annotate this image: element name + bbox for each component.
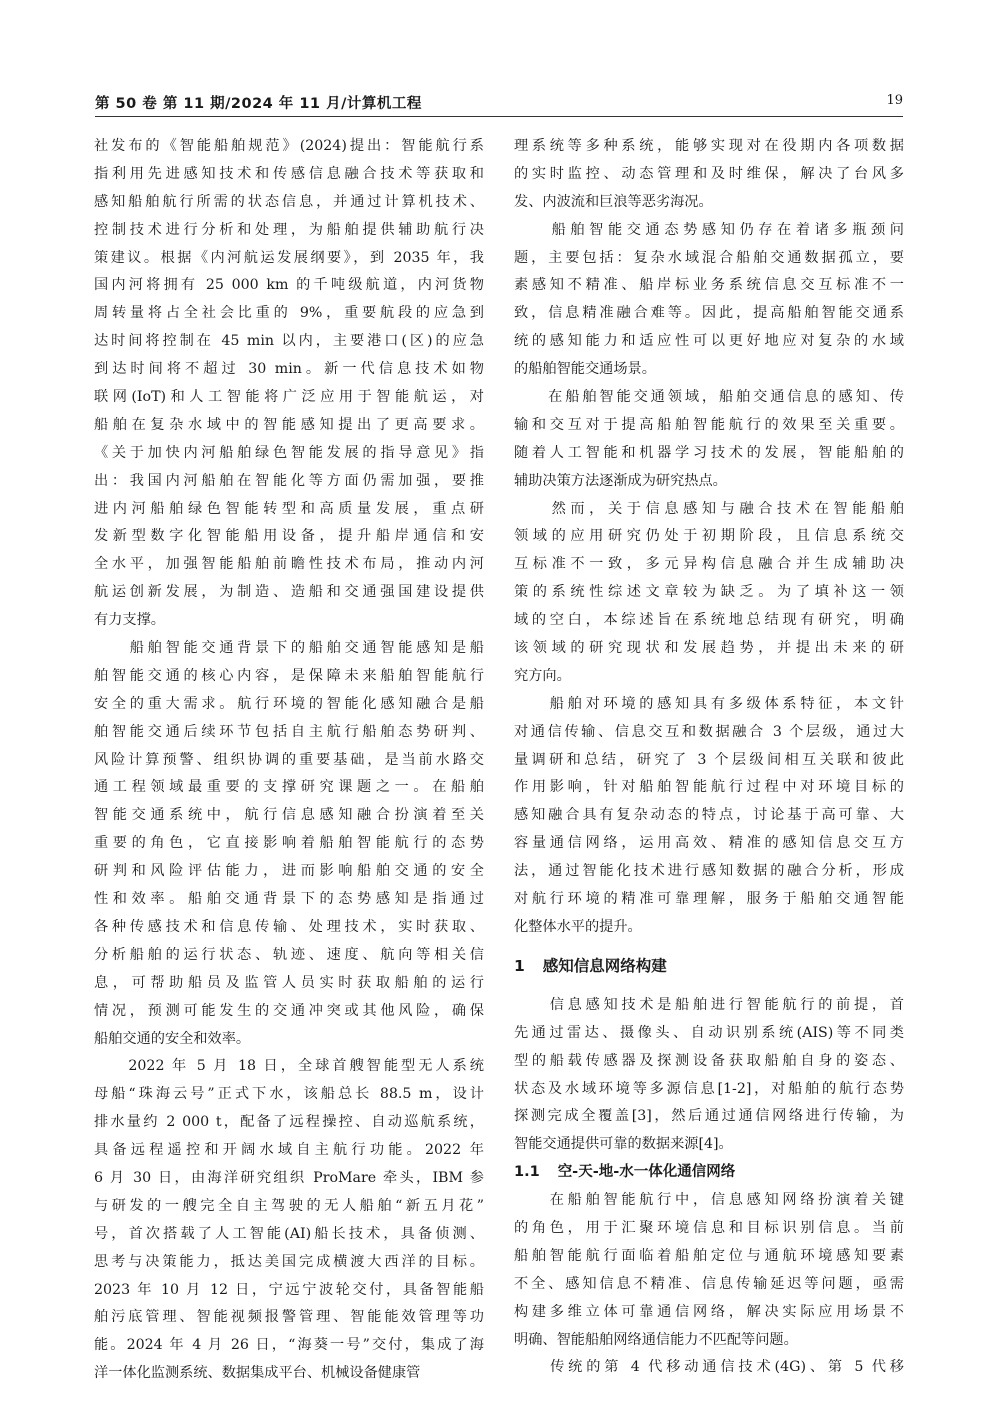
text-line: 感知船舶航行所需的状态信息，并通过计算机技术、 bbox=[94, 193, 484, 210]
text-line: 感知融合具有复杂动态的特点，讨论基于高可靠、大 bbox=[514, 807, 904, 824]
text-line: 对通信传输、信息交互和数据融合 3 个层级，通过大 bbox=[514, 723, 904, 740]
left-column bbox=[94, 133, 484, 1388]
text-line: 先通过雷达、摄像头、自动识别系统(AIS)等不同类 bbox=[514, 1024, 904, 1041]
section-1-1-number: 1.1 bbox=[514, 1164, 540, 1181]
text-line: 进内河船舶绿色智能转型和高质量发展，重点研 bbox=[94, 500, 484, 517]
text-line: 性和效率。船舶交通背景下的态势感知是指通过 bbox=[94, 891, 484, 908]
text-line: 领域的应用研究仍处于初期阶段，且信息系统交 bbox=[514, 528, 904, 545]
text-line: 明确、智能船舶网络通信能力不匹配等问题。 bbox=[514, 1331, 798, 1348]
text-line: 2023 年 10 月 12 日，宁远宁波轮交付，具备智能船 bbox=[94, 1281, 484, 1298]
right-text-block-1 bbox=[514, 133, 904, 942]
right-text-block-3 bbox=[514, 1187, 904, 1382]
text-line: 在船舶智能航行中，信息感知网络扮演着关键 bbox=[514, 1192, 904, 1209]
text-line: 分析船舶的运行状态、轨迹、速度、航向等相关信 bbox=[94, 946, 484, 963]
text-line: 究方向。 bbox=[514, 667, 571, 684]
text-line: 洋一体化监测系统、数据集成平台、机械设备健康管 bbox=[94, 1365, 421, 1382]
text-line: 周转量将占全社会比重的 9%，重要航段的应急到 bbox=[94, 305, 484, 322]
text-line: 《关于加快内河船舶绿色智能发展的指导意见》指 bbox=[94, 444, 484, 461]
text-line: 在船舶智能交通领域，船舶交通信息的感知、传 bbox=[514, 389, 904, 406]
text-line: 的船舶智能交通场景。 bbox=[514, 361, 656, 378]
text-line: 素感知不精准、船岸标业务系统信息交互标准不一 bbox=[514, 277, 904, 294]
text-line: 策的系统性综述文章较为缺乏。为了填补这一领 bbox=[514, 584, 904, 601]
text-line: 法，通过智能化技术进行感知数据的融合分析，形成 bbox=[514, 863, 904, 880]
text-line: 到达时间将不超过 30 min。新一代信息技术如物 bbox=[94, 361, 484, 378]
text-line: 化整体水平的提升。 bbox=[514, 918, 642, 935]
section-1-number: 1 bbox=[514, 956, 525, 975]
text-line: 号，首次搭载了人工智能(AI)船长技术，具备侦测、 bbox=[94, 1225, 484, 1242]
text-line: 发、内波流和巨浪等恶劣海况。 bbox=[514, 193, 713, 210]
text-line: 控制技术进行分析和处理，为船舶提供辅助航行决 bbox=[94, 221, 484, 238]
text-line: 智能交通提供可靠的数据来源[4]。 bbox=[514, 1136, 733, 1153]
text-line: 信息感知技术是船舶进行智能航行的前提，首 bbox=[514, 996, 904, 1013]
text-line: 舶智能交通后续环节包括自主航行船舶态势研判、 bbox=[94, 723, 484, 740]
text-line: 指利用先进感知技术和传感信息融合技术等获取和 bbox=[94, 165, 484, 182]
text-line: 题，主要包括：复杂水域混合船舶交通数据孤立，要 bbox=[514, 249, 904, 266]
text-line: 舶智能交通的核心内容，是保障未来船舶智能航行 bbox=[94, 667, 484, 684]
section-1-heading bbox=[514, 942, 904, 992]
text-line: 息，可帮助船员及监管人员实时获取船舶的运行 bbox=[94, 974, 484, 991]
text-line: 传统的第 4 代移动通信技术(4G)、第 5 代移 bbox=[514, 1359, 904, 1376]
text-line: 全水平，加强智能船舶前瞻性技术布局，推动内河 bbox=[94, 556, 484, 573]
text-line: 作用影响，针对船舶智能航行过程中对环境目标的 bbox=[514, 779, 904, 796]
text-line: 出：我国内河船舶在智能化等方面仍需加强，要推 bbox=[94, 472, 484, 489]
text-line: 社发布的《智能船舶规范》(2024)提出：智能航行系 bbox=[94, 138, 484, 154]
text-line: 量调研和总结，研究了 3 个层级间相互关联和彼此 bbox=[514, 751, 904, 768]
text-line: 探测完成全覆盖[3]，然后通过通信网络进行传输，为 bbox=[514, 1108, 904, 1125]
text-line: 安全的重大需求。航行环境的智能化感知融合是船 bbox=[94, 695, 484, 712]
text-line: 智能交通系统中，航行信息感知融合扮演着至关 bbox=[94, 807, 484, 824]
section-1-title: 感知信息网络构建 bbox=[542, 956, 667, 975]
text-line: 2022 年 5 月 18 日，全球首艘智能型无人系统 bbox=[94, 1058, 484, 1075]
running-header bbox=[95, 92, 903, 117]
text-line: 对航行环境的精准可靠理解，服务于船舶交通智能 bbox=[514, 891, 904, 908]
text-line: 构建多维立体可靠通信网络，解决实际应用场景不 bbox=[514, 1303, 904, 1320]
text-line: 辅助决策方法逐渐成为研究热点。 bbox=[514, 472, 727, 489]
text-line: 排水量约 2 000 t，配备了远程操控、自动巡航系统， bbox=[94, 1114, 484, 1131]
text-line: 舶污底管理、智能视频报警管理、智能能效管理等功 bbox=[94, 1309, 484, 1326]
text-line: 母船“珠海云号”正式下水，该船总长 88.5 m，设计 bbox=[94, 1086, 484, 1103]
text-line: 联网(IoT)和人工智能将广泛应用于智能航运，对 bbox=[94, 389, 484, 406]
right-text-block-2 bbox=[514, 992, 904, 1159]
section-1-1-title: 空-天-地-水一体化通信网络 bbox=[557, 1164, 736, 1181]
text-line: 然而，关于信息感知与融合技术在智能船舶 bbox=[514, 500, 904, 517]
text-line: 通工程领域最重要的支撑研究课题之一。在船舶 bbox=[94, 779, 484, 796]
text-line: 不全、感知信息不精准、信息传输延迟等问题，亟需 bbox=[514, 1275, 904, 1292]
text-line: 随着人工智能和机器学习技术的发展，智能船舶的 bbox=[514, 444, 904, 461]
text-line: 风险计算预警、组织协调的重要基础，是当前水路交 bbox=[94, 751, 484, 768]
text-line: 船舶交通的安全和效率。 bbox=[94, 1030, 251, 1047]
text-line: 状态及水域环境等多源信息[1-2]，对船舶的航行态势 bbox=[514, 1080, 904, 1097]
text-line: 该领域的研究现状和发展趋势，并提出未来的研 bbox=[514, 640, 904, 657]
text-line: 情况，预测可能发生的交通冲突或其他风险，确保 bbox=[94, 1002, 484, 1019]
text-line: 理系统等多种系统，能够实现对在役期内各项数据 bbox=[514, 138, 904, 154]
text-line: 船舶对环境的感知具有多级体系特征，本文针 bbox=[514, 695, 904, 712]
text-line: 6 月 30 日，由海洋研究组织 ProMare 牵头，IBM 参 bbox=[94, 1169, 484, 1186]
text-line: 容量通信网络，运用高效、精准的感知信息交互方 bbox=[514, 835, 904, 852]
text-line: 能。2024 年 4 月 26 日，“海葵一号”交付，集成了海 bbox=[94, 1337, 484, 1354]
text-line: 发新型数字化智能船用设备，提升船岸通信和安 bbox=[94, 528, 484, 545]
text-line: 具备远程遥控和开阔水域自主航行功能。2022 年 bbox=[94, 1142, 484, 1159]
text-line: 船舶智能航行面临着船舶定位与通航环境感知要素 bbox=[514, 1247, 904, 1264]
text-line: 国内河将拥有 25 000 km 的千吨级航道，内河货物 bbox=[94, 277, 484, 294]
text-line: 船舶在复杂水域中的智能感知提出了更高要求。 bbox=[94, 416, 484, 433]
text-line: 航运创新发展，为制造、造船和交通强国建设提供 bbox=[94, 584, 484, 601]
right-column bbox=[514, 133, 904, 1382]
text-line: 域的空白，本综述旨在系统地总结现有研究，明确 bbox=[514, 612, 904, 629]
page-number: 19 bbox=[886, 93, 903, 108]
text-line: 船舶智能交通背景下的船舶交通智能感知是船 bbox=[94, 640, 484, 657]
text-line: 互标准不一致，多元异构信息融合并生成辅助决 bbox=[514, 556, 904, 573]
text-line: 达时间将控制在 45 min 以内，主要港口(区)的应急 bbox=[94, 333, 484, 350]
text-line: 型的船载传感器及探测设备获取船舶自身的姿态、 bbox=[514, 1052, 904, 1069]
text-line: 致，信息精准融合难等。因此，提高船舶智能交通系 bbox=[514, 305, 904, 322]
text-line: 重要的角色，它直接影响着船舶智能航行的态势 bbox=[94, 835, 484, 852]
text-line: 各种传感技术和信息传输、处理技术，实时获取、 bbox=[94, 918, 484, 935]
text-line: 与研发的一艘完全自主驾驶的无人船舶“新五月花” bbox=[94, 1197, 484, 1214]
text-line: 船舶智能交通态势感知仍存在着诸多瓶颈问 bbox=[514, 221, 904, 238]
text-line: 策建议。根据《内河航运发展纲要》，到 2035 年，我 bbox=[94, 249, 484, 266]
text-line: 的角色，用于汇聚环境信息和目标识别信息。当前 bbox=[514, 1219, 904, 1236]
text-line: 思考与决策能力，抵达美国完成横渡大西洋的目标。 bbox=[94, 1253, 484, 1270]
section-1-1-heading bbox=[514, 1159, 904, 1187]
journal-info: 第 50 卷 第 11 期/2024 年 11 月/计算机工程 bbox=[95, 96, 422, 112]
text-line: 研判和风险评估能力，进而影响船舶交通的安全 bbox=[94, 863, 484, 880]
text-line: 的实时监控、动态管理和及时维保，解决了台风多 bbox=[514, 165, 904, 182]
text-line: 输和交互对于提高船舶智能航行的效果至关重要。 bbox=[514, 416, 904, 433]
text-line: 有力支撑。 bbox=[94, 612, 165, 629]
text-line: 统的感知能力和适应性可以更好地应对复杂的水域 bbox=[514, 333, 904, 350]
